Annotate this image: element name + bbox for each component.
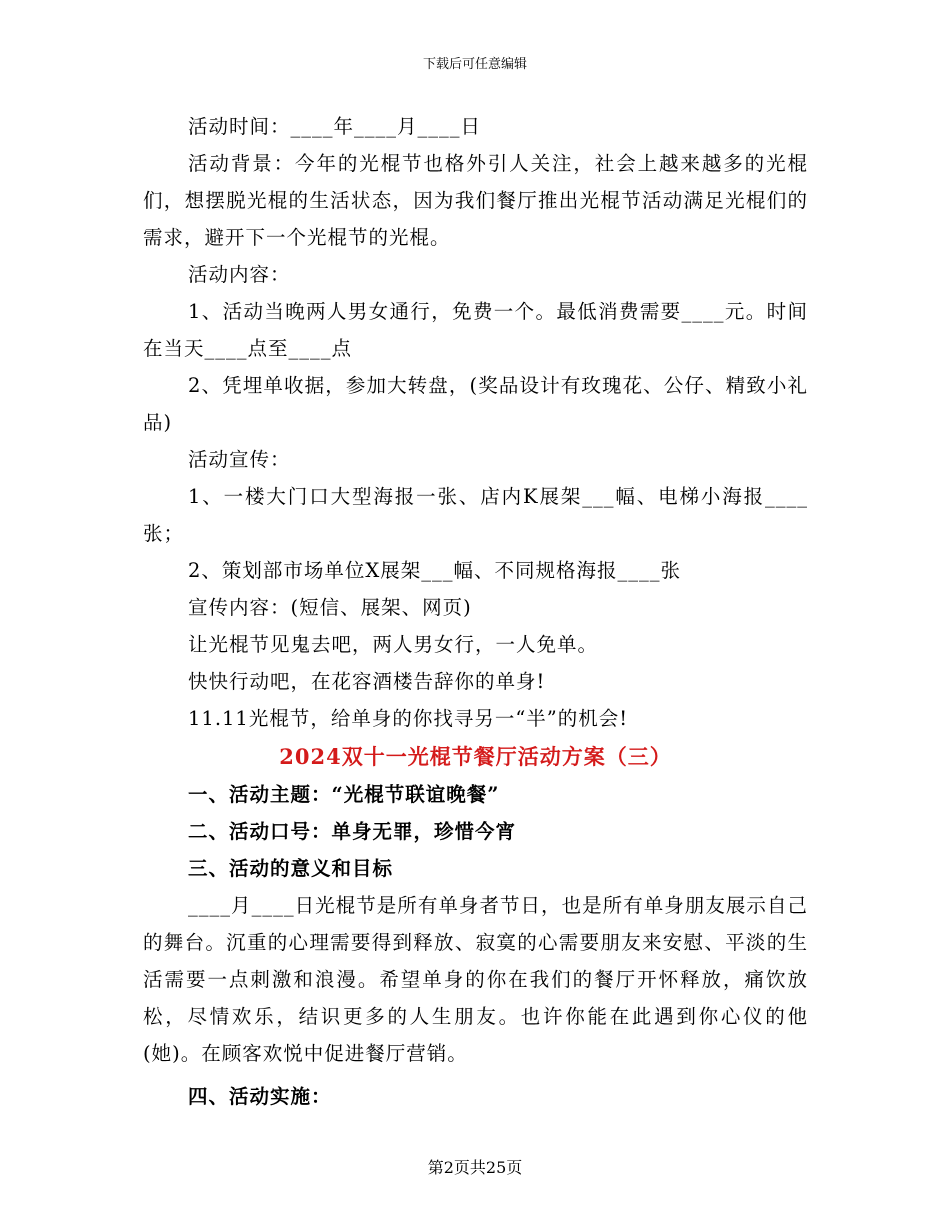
slogan-line-2: 快快行动吧，在花容酒楼告辞你的单身! — [188, 670, 546, 693]
heading-theme: 一、活动主题：“光棍节联谊晚餐” — [188, 783, 500, 806]
page-header: 下载后可任意编辑 — [422, 57, 527, 72]
activity-promotion-heading: 活动宣传： — [188, 448, 291, 471]
slogan-line-3: 11.11光棍节，给单身的你找寻另一“半”的机会! — [188, 707, 629, 730]
activity-time: 活动时间：____年____月____日 — [188, 115, 482, 138]
meaning-paragraph: ____月____日光棍节是所有单身者节日，也是所有单身朋友展示自己的舞台。沉重的心理需要得到释放、寂寞的心需要朋友来安慰、平淡的生活需要一点刺激和浪漫。希望单身的你在我们的餐厅开怀释放，痛饮放松，尽情欢乐，结识更多的人生朋友。也许你能在此遇到你心仪的他(她)。在顾客欢悦中促进餐厅营销。 — [143, 894, 808, 1065]
document-body — [143, 108, 808, 1115]
activity-promotion-item-1: 1、一楼大门口大型海报一张、店内K展架___幅、电梯小海报____张； — [143, 485, 808, 545]
activity-content-heading: 活动内容： — [188, 263, 291, 286]
slogan-line-1: 让光棍节见鬼去吧，两人男女行，一人免单。 — [188, 633, 599, 656]
page-footer: 第2页共25页 — [427, 1158, 523, 1177]
activity-content-item-2: 2、凭埋单收据，参加大转盘，(奖品设计有玫瑰花、公仔、精致小礼品) — [143, 374, 808, 434]
activity-background: 活动背景：今年的光棍节也格外引人关注，社会上越来越多的光棍们，想摆脱光棍的生活状态，因为我们餐厅推出光棍节活动满足光棍们的需求，避开下一个光棍节的光棍。 — [143, 152, 808, 249]
heading-meaning: 三、活动的意义和目标 — [188, 857, 394, 880]
promotion-content-heading: 宣传内容：(短信、展架、网页) — [188, 596, 472, 619]
section-title: 2024双十一光棍节餐厅活动方案（三） — [279, 744, 672, 769]
activity-promotion-item-2: 2、策划部市场单位X展架___幅、不同规格海报____张 — [188, 559, 682, 582]
heading-slogan: 二、活动口号：单身无罪，珍惜今宵 — [188, 820, 517, 843]
heading-implementation: 四、活动实施： — [188, 1085, 332, 1108]
activity-content-item-1: 1、活动当晚两人男女通行，免费一个。最低消费需要____元。时间在当天____点至____点 — [143, 300, 808, 360]
